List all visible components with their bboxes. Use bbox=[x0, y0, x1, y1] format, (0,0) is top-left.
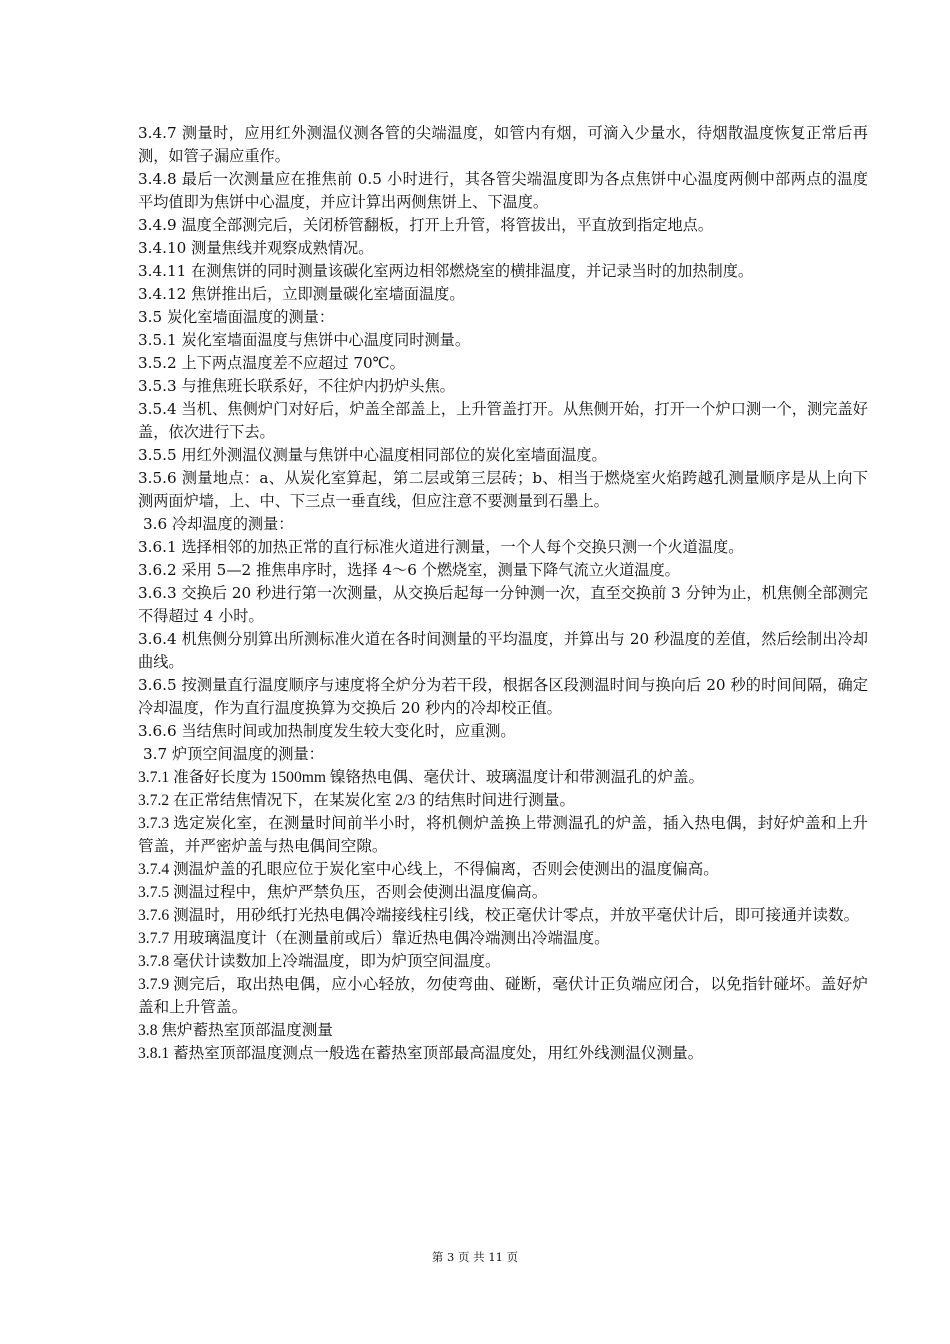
paragraph-3-4-8: 3.4.8 最后一次测量应在推焦前 0.5 小时进行，其各管尖端温度即为各点焦饼中心温度两侧中部两点的温度平均值即为焦饼中心温度，并应计算出两侧焦饼上、下温度。 bbox=[138, 170, 868, 211]
page-number-footer: 第 3 页 共 11 页 bbox=[431, 1250, 519, 1264]
section-heading-3-7: 3.7 炉顶空间温度的测量： bbox=[143, 745, 324, 763]
paragraph-3-6-5: 3.6.5 按测量直行温度顺序与速度将全炉分为若干段，根据各区段测温时间与换向后 20 秒的时间间隔，确定冷却温度，作为直行温度换算为交换后 20 秒内的冷却校正值。 bbox=[138, 676, 868, 717]
paragraph-3-4-9: 3.4.9 温度全部测完后，关闭桥管翻板，打开上升管，将管拔出，平直放到指定地点。 bbox=[138, 216, 714, 234]
paragraph-3-4-11: 3.4.11 在测焦饼的同时测量该碳化室两边相邻燃烧室的横排温度，并记录当时的加热制度。 bbox=[138, 262, 754, 280]
paragraph-3-4-7: 3.4.7 测量时，应用红外测温仪测各管的尖端温度，如管内有烟，可滴入少量水，待烟散温度恢复正常后再测，如管子漏应重作。 bbox=[138, 124, 868, 165]
document-body bbox=[138, 122, 868, 1065]
paragraph-3-7-6: 3.7.6 测温时，用砂纸打光热电偶冷端接线柱引线，校正毫伏计零点，并放平毫伏计后，即可接通并读数。 bbox=[138, 907, 860, 924]
paragraph-3-6-3: 3.6.3 交换后 20 秒进行第一次测量，从交换后起每一分钟测一次，直至交换前 3 分钟为止，机焦侧全部测完不得超过 4 小时。 bbox=[138, 584, 868, 625]
paragraph-3-4-10: 3.4.10 测量焦线并观察成熟情况。 bbox=[138, 239, 374, 257]
paragraph-3-4-12: 3.4.12 焦饼推出后，立即测量碳化室墙面温度。 bbox=[138, 285, 465, 303]
paragraph-3-6-2: 3.6.2 采用 5—2 推焦串序时，选择 4～6 个燃烧室，测量下降气流立火道温度。 bbox=[138, 561, 680, 579]
paragraph-3-7-4: 3.7.4 测温炉盖的孔眼应位于炭化室中心线上，不得偏离，否则会使测出的温度偏高。 bbox=[138, 861, 719, 878]
section-heading-3-6: 3.6 冷却温度的测量： bbox=[143, 515, 294, 533]
paragraph-3-7-9: 3.7.9 测完后，取出热电偶，应小心轻放，勿使弯曲、碰断，毫伏计正负端应闭合，以免指针碰坏。盖好炉盖和上升管盖。 bbox=[138, 976, 868, 1016]
paragraph-3-5-6: 3.5.6 测量地点：a、从炭化室算起，第二层或第三层砖；b、相当于燃烧室火焰跨越孔测量顺序是从上向下测两面炉墙，上、中、下三点一垂直线，但应注意不要测量到石墨上。 bbox=[138, 469, 868, 510]
section-heading-3-8: 3.8 焦炉蓄热室顶部温度测量 bbox=[138, 1022, 333, 1039]
paragraph-3-7-2: 3.7.2 在正常结焦情况下，在某炭化室 2/3 的结焦时间进行测量。 bbox=[138, 792, 576, 809]
paragraph-3-7-8: 3.7.8 毫伏计读数加上冷端温度，即为炉顶空间温度。 bbox=[138, 953, 501, 970]
paragraph-3-7-5: 3.7.5 测温过程中，焦炉严禁负压，否则会使测出温度偏高。 bbox=[138, 884, 548, 901]
paragraph-3-5-3: 3.5.3 与推焦班长联系好，不往炉内扔炉头焦。 bbox=[138, 377, 455, 395]
paragraph-3-6-1: 3.6.1 选择相邻的加热正常的直行标准火道进行测量，一个人每个交换只测一个火道温度。 bbox=[138, 538, 744, 556]
paragraph-3-7-1: 3.7.1 准备好长度为 1500mm 镍铬热电偶、毫伏计、玻璃温度计和带测温孔的炉盖。 bbox=[138, 769, 705, 786]
paragraph-3-7-7: 3.7.7 用玻璃温度计（在测量前或后）靠近热电偶冷端测出冷端温度。 bbox=[138, 930, 610, 947]
paragraph-3-6-6: 3.6.6 当结焦时间或加热制度发生较大变化时，应重测。 bbox=[138, 722, 516, 740]
paragraph-3-7-3: 3.7.3 选定炭化室，在测量时间前半小时，将机侧炉盖换上带测温孔的炉盖，插入热电偶，封好炉盖和上升管盖，并严密炉盖与热电偶间空隙。 bbox=[138, 815, 868, 855]
paragraph-3-5-5: 3.5.5 用红外测温仪测量与焦饼中心温度相同部位的炭化室墙面温度。 bbox=[138, 446, 607, 464]
paragraph-3-5-4: 3.5.4 当机、焦侧炉门对好后，炉盖全部盖上，上升管盖打开。从焦侧开始，打开一个炉口测一个，测完盖好盖，依次进行下去。 bbox=[138, 400, 868, 441]
paragraph-3-8-1: 3.8.1 蓄热室顶部温度测点一般选在蓄热室顶部最高温度处，用红外线测温仪测量。 bbox=[138, 1045, 704, 1062]
section-heading-3-5: 3.5 炭化室墙面温度的测量： bbox=[138, 308, 335, 326]
paragraph-3-5-1: 3.5.1 炭化室墙面温度与焦饼中心温度同时测量。 bbox=[138, 331, 471, 349]
paragraph-3-5-2: 3.5.2 上下两点温度差不应超过 70℃。 bbox=[138, 354, 405, 372]
paragraph-3-6-4: 3.6.4 机焦侧分别算出所测标准火道在各时间测量的平均温度，并算出与 20 秒温度的差值，然后绘制出冷却曲线。 bbox=[138, 630, 868, 671]
